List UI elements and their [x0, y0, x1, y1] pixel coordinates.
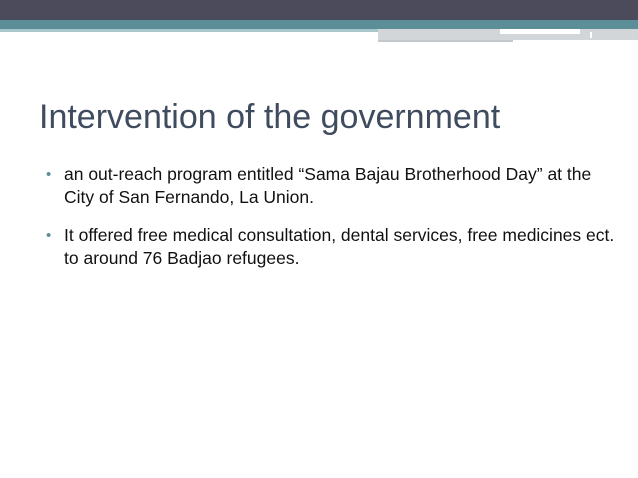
bullet-item: [46, 224, 616, 270]
header-band-dark: [0, 0, 638, 20]
bullet-text: It offered free medical consultation, dental services, free medicines ect. to around 76 Badjao refugees.: [64, 225, 615, 268]
bullet-marker-icon: •: [46, 227, 52, 244]
header-accent-line: [0, 29, 378, 32]
bullet-item: [46, 163, 616, 209]
bullet-marker-icon: •: [46, 166, 52, 183]
header-band-teal: [0, 20, 638, 29]
slide-title: Intervention of the government: [39, 98, 501, 136]
header-accent-tick: [590, 32, 592, 38]
bullet-text: an out-reach program entitled “Sama Bajau Brotherhood Day” at the City of San Fernando, La Union.: [64, 164, 592, 207]
header-accent-underline: [378, 40, 513, 42]
bullet-list: [46, 163, 616, 285]
header-accent-notch: [500, 29, 580, 34]
